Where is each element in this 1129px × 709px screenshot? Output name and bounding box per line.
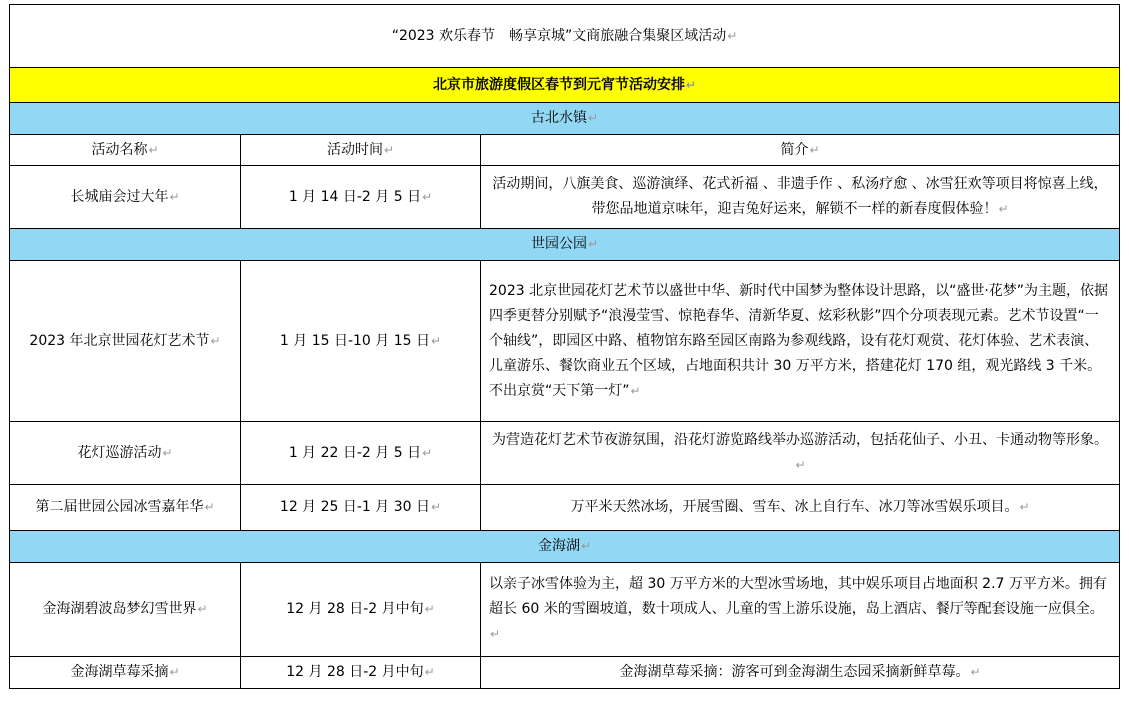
- paragraph-mark-icon: ↵: [490, 627, 501, 641]
- column-header-name: [10, 135, 241, 166]
- paragraph-mark-icon: ↵: [1019, 500, 1030, 514]
- paragraph-mark-icon: ↵: [998, 202, 1009, 216]
- activity-time: 12 月 28 日-2 月中旬: [286, 664, 424, 680]
- activity-name: 长城庙会过大年: [70, 188, 169, 205]
- section-name: 金海湖: [537, 538, 580, 554]
- activity-name-cell: [10, 563, 241, 657]
- paragraph-mark-icon: ↵: [685, 77, 697, 92]
- activity-time-cell: [241, 563, 481, 657]
- paragraph-mark-icon: ↵: [204, 500, 215, 514]
- paragraph-mark-icon: ↵: [431, 333, 442, 348]
- section-name: 世园公园: [530, 236, 587, 252]
- activity-name: 第二届世园公园冰雪嘉年华: [35, 499, 204, 515]
- table-row: [10, 422, 1120, 485]
- paragraph-mark-icon: ↵: [169, 189, 180, 204]
- activity-name-cell: [10, 166, 241, 229]
- section-row-gubei: [10, 103, 1120, 135]
- activity-table: [9, 4, 1120, 689]
- activity-time-cell: [241, 657, 481, 689]
- section-header: [10, 103, 1120, 135]
- section-header: [10, 531, 1120, 563]
- paragraph-mark-icon: ↵: [169, 665, 180, 679]
- paragraph-mark-icon: ↵: [197, 602, 208, 616]
- activity-desc: 2023 北京世园花灯艺术节以盛世中华、新时代中国梦为整体设计思路，以“盛世·花梦”为主题，依据四季更替分别赋予“浪漫莹雪、惊艳春华、清新华夏、炫彩秋影”四个分项表现元素。艺术节设置“一个轴线”，即园区中路、植物馆东路至园区南路为参观线路，设有花灯观赏、花灯体验、艺术表演、儿童游乐、餐饮商业五个区域，占地面积共计 30 万平方米，搭建花灯 170 组，观光路线 3 千米。不出京赏“天下第一灯”: [489, 282, 1109, 399]
- activity-desc-cell: [481, 657, 1120, 689]
- activity-desc-cell: [481, 166, 1120, 229]
- activity-time: 1 月 22 日-2 月 5 日: [288, 444, 422, 461]
- title-row: [10, 5, 1120, 68]
- activity-name-cell: [10, 422, 241, 485]
- activity-desc: 以亲子冰雪体验为主，超 30 万平方米的大型冰雪场地，其中娱乐项目占地面积 2.7 万平方米。拥有超长 60 米的雪圈坡道，数十项成人、儿童的雪上游乐设施，岛上酒店、餐厅等配套设施一应俱全。: [489, 576, 1107, 617]
- table-row: [10, 485, 1120, 531]
- banner-cell: [10, 68, 1120, 103]
- activity-name: 金海湖草莓采摘: [70, 664, 169, 680]
- banner-row: [10, 68, 1120, 103]
- paragraph-mark-icon: ↵: [809, 142, 820, 157]
- paragraph-mark-icon: ↵: [630, 383, 641, 398]
- paragraph-mark-icon: ↵: [162, 445, 173, 460]
- activity-desc: 万平米天然冰场，开展雪圈、雪车、冰上自行车、冰刀等冰雪娱乐项目。: [570, 499, 1019, 515]
- activity-name: 2023 年北京世园花灯艺术节: [29, 332, 210, 349]
- activity-time: 12 月 28 日-2 月中旬: [286, 601, 424, 617]
- section-name: 古北水镇: [530, 110, 587, 126]
- section-row-jinhaihu: [10, 531, 1120, 563]
- activity-desc-cell: [481, 261, 1120, 422]
- activity-name-cell: [10, 657, 241, 689]
- activity-time-cell: [241, 166, 481, 229]
- document-title: “2023 欢乐春节 畅享京城”文商旅融合集聚区域活动: [391, 27, 727, 44]
- paragraph-mark-icon: ↵: [383, 142, 395, 157]
- column-header-name-label: 活动名称: [91, 141, 148, 158]
- paragraph-mark-icon: ↵: [970, 665, 981, 679]
- activity-desc-cell: [481, 422, 1120, 485]
- column-header-row: [10, 135, 1120, 166]
- paragraph-mark-icon: ↵: [795, 458, 806, 472]
- activity-desc-cell: [481, 485, 1120, 531]
- activity-desc-cell: [481, 563, 1120, 657]
- activity-time: 1 月 14 日-2 月 5 日: [288, 188, 422, 205]
- table-row: [10, 563, 1120, 657]
- section-header: [10, 229, 1120, 261]
- activity-name-cell: [10, 261, 241, 422]
- column-header-desc: [481, 135, 1120, 166]
- section-row-shiyuan: [10, 229, 1120, 261]
- paragraph-mark-icon: ↵: [727, 28, 738, 43]
- banner-text: 北京市旅游度假区春节到元宵节活动安排: [432, 76, 685, 93]
- activity-desc: 为营造花灯艺术节夜游氛围，沿花灯游览路线举办巡游活动，包括花仙子、小丑、卡通动物等形象。: [492, 432, 1109, 448]
- activity-desc: 金海湖草莓采摘：游客可到金海湖生态园采摘新鲜草莓。: [619, 664, 970, 680]
- activity-name: 金海湖碧波岛梦幻雪世界: [42, 601, 197, 617]
- document-title-cell: [10, 5, 1120, 68]
- paragraph-mark-icon: ↵: [587, 237, 599, 251]
- table-row: [10, 261, 1120, 422]
- activity-time-cell: [241, 422, 481, 485]
- paragraph-mark-icon: ↵: [424, 665, 435, 679]
- activity-time-cell: [241, 485, 481, 531]
- paragraph-mark-icon: ↵: [422, 189, 433, 204]
- paragraph-mark-icon: ↵: [210, 333, 221, 348]
- column-header-time-label: 活动时间: [326, 141, 383, 158]
- paragraph-mark-icon: ↵: [148, 142, 159, 157]
- paragraph-mark-icon: ↵: [424, 602, 435, 616]
- activity-time: 1 月 15 日-10 月 15 日: [279, 332, 431, 349]
- activity-time: 12 月 25 日-1 月 30 日: [279, 499, 431, 515]
- activity-desc: 活动期间，八旗美食、巡游演绎、花式祈福 、非遗手作 、私汤疗愈 、冰雪狂欢等项目将惊喜上线，带您品地道京味年，迎吉兔好运来，解锁不一样的新春度假体验！: [492, 176, 1108, 217]
- column-header-time: [241, 135, 481, 166]
- activity-name: 花灯巡游活动: [77, 444, 162, 461]
- activity-name-cell: [10, 485, 241, 531]
- paragraph-mark-icon: ↵: [587, 111, 599, 125]
- paragraph-mark-icon: ↵: [431, 500, 442, 514]
- paragraph-mark-icon: ↵: [422, 445, 433, 460]
- column-header-desc-label: 简介: [780, 141, 809, 158]
- activity-time-cell: [241, 261, 481, 422]
- table-row: [10, 166, 1120, 229]
- table-row: [10, 657, 1120, 689]
- paragraph-mark-icon: ↵: [580, 539, 592, 553]
